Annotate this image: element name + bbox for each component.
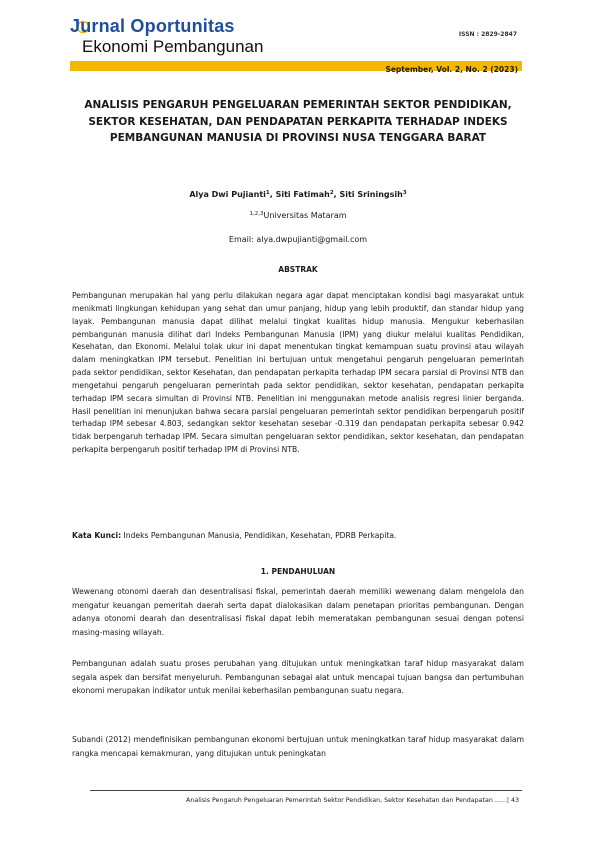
footer-rule xyxy=(90,790,522,791)
issn-label: ISSN : 2829-2847 xyxy=(458,31,517,38)
abstract-text: Pembangunan merupakan hal yang perlu dilakukan negara agar dapat menciptakan kondisi bagi masyarakat untuk menikmati lingkungan kehidupan yang sehat dan umur panjang, hidup yang lebih produktif, dan standar hidup yang layak. Pembangunan manusia dapat dilihat melalui tingkat kualitas hidup manusia. Mengukur keberhasilan pembangunan manusia dilihat dari Indeks Pembangunan Manusia (IPM) yang diukur melalui kualitas Pendidikan, Kesehatan, dan Ekonomi. Melalui tolak ukur ini dapat menentukan tingkat kemampuan suatu provinsi atau wilayah dalam meningkatkan IPM tersebut. Penelitian ini bertujuan untuk mengetahui pengaruh pengeluaran pemerintah pada sektor pendidikan, sektor Kesehatan, dan pendapatan perkapita terhadap IPM secara parsial di Provinsi NTB dan mengetahui pengaruh pengeluaran pemerintah pada sektor pendidikan, sektor kesehatan, pendapatan perkapita terhadap IPM secara simultan di Provinsi NTB. Penelitian ini menggunakan metode analisis regresi linier berganda. Hasil penelitian ini menunjukan bahwa secara parsial pengeluaran pemerintah sektor pendidikan berpengaruh positif terhadap IPM sebesar 4.803, sedangkan sektor kesehatan sesebar -0.319 dan pendapatan perkapita sebesar 0.942 tidak berpengaruh terhadap IPM. Secara simultan pengeluaran sektor pendidikan, sektor kesehatan, dan pendapatan perkapita berpengaruh positif terhadap IPM di Provinsi NTB. xyxy=(72,291,524,455)
author-email: Email: alya.dwpujianti@gmail.com xyxy=(228,235,368,244)
body-paragraph: Subandi (2012) mendefinisikan pembangunan ekonomi bertujuan untuk meningkatkan taraf hidup masyarakat dalam rangka mencapai kemakmuran, yang ditujukan untuk peningkatan xyxy=(72,735,524,758)
paper-title: ANALISIS PENGARUH PENGELUARAN PEMERINTAH SEKTOR PENDIDIKAN, SEKTOR KESEHATAN, DAN PENDAPATAN PERKAPITA TERHADAP INDEKS PEMBANGUNAN MANUSIA DI PROVINSI NUSA TENGGARA BARAT xyxy=(84,99,512,144)
journal-name-line2: Ekonomi Pembangunan xyxy=(82,37,264,56)
abstract-heading: ABSTRAK xyxy=(278,265,318,274)
affiliation-sup: 1,2,3 xyxy=(249,211,264,217)
author-sup: 1 xyxy=(265,190,270,196)
author-name: Siti Fatimah xyxy=(275,190,330,199)
body-paragraph: Wewenang otonomi daerah dan desentralisasi fiskal, pemerintah daerah memiliki wewenang dalam mengelola dan mengatur keuangan pemeritah daerah serta dapat dialokasikan dalam penetapan prioritas pembangunan. Dengan adanya otonomi dearah dan desentralisasi fiskal dapat lebih memeratakan pembangunan sesuai dengan potensi masing-masing wilayah. xyxy=(72,587,524,637)
body-paragraph: Pembangunan adalah suatu proses perubahan yang ditujukan untuk meningkatkan taraf hidup masyarakat dalam segala aspek dan bersifat menyeluruh. Pembangunan sebagai alat untuk mencapai tujuan bangsa dan pertumbuhan ekonomi merupakan indikator untuk menilai keberhasilan pembangunan suatu negara. xyxy=(72,659,524,695)
keywords xyxy=(72,530,524,542)
keywords-label: Kata Kunci: xyxy=(72,531,122,540)
affiliation-name: Universitas Mataram xyxy=(263,211,347,220)
keywords-text: Indeks Pembangunan Manusia, Pendidikan, Kesehatan, PDRB Perkapita. xyxy=(121,531,397,540)
running-footer: Analisis Pengaruh Pengeluaran Pemerintah Sektor Pendidikan, Sektor Kesehatan dan Pendapatan ......| 43 xyxy=(186,797,519,804)
section-heading: 1. PENDAHULUAN xyxy=(260,567,336,576)
author-sup: 2 xyxy=(329,190,334,196)
author-name: Siti Sriningsih xyxy=(339,190,403,199)
issue-label: September, Vol. 2, No. 2 (2023) xyxy=(385,65,518,74)
author-list: Alya Dwi Pujianti$^1$, Siti Fatimah$^2$, Siti Sriningsih$^3$ xyxy=(189,190,407,199)
affiliation xyxy=(70,211,526,220)
author-sup: 3 xyxy=(402,190,407,196)
author-name: Alya Dwi Pujianti xyxy=(189,190,266,199)
journal-name-line1: Jurnal Oportunitas xyxy=(70,16,235,36)
